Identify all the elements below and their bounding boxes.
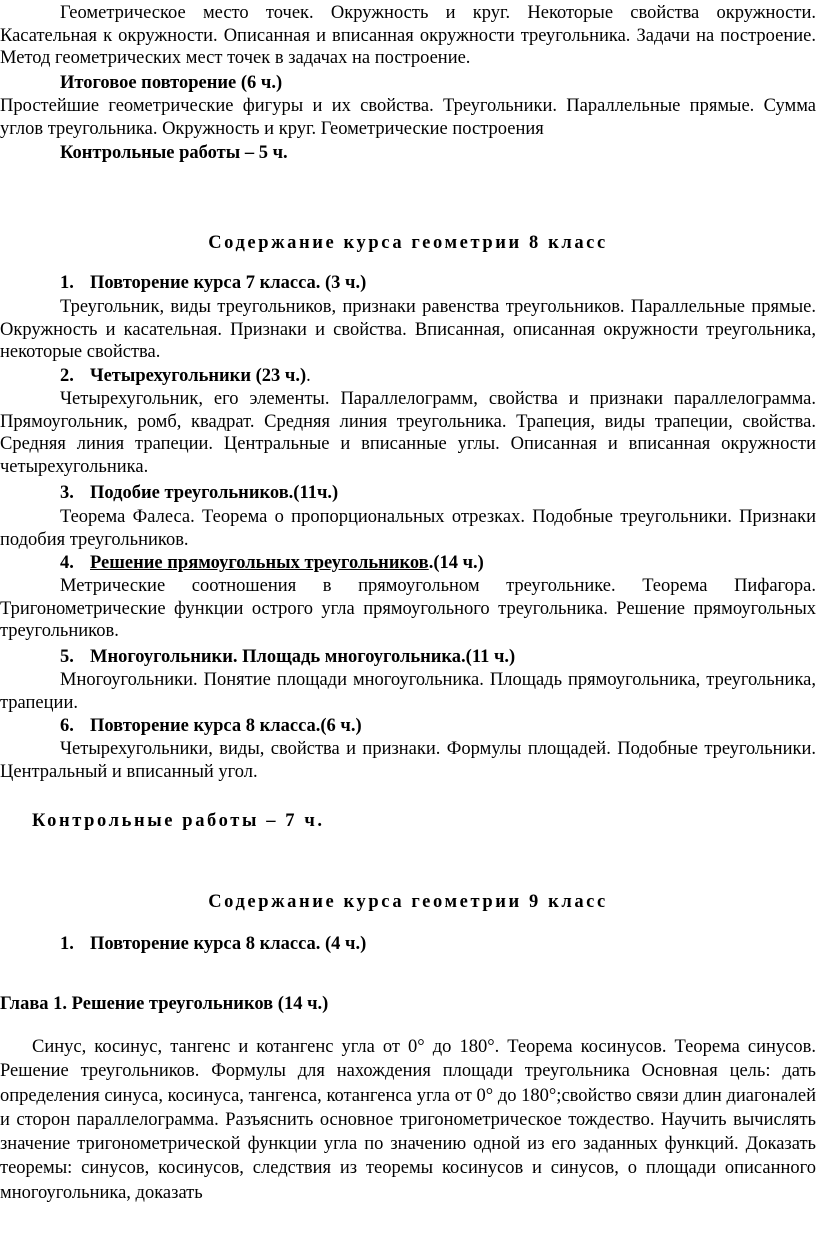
section-heading: Повторение курса 7 класса. (3 ч.) — [90, 273, 367, 293]
grade7-paragraph: Геометрическое место точек. Окружность и круг. Некоторые свойства окружности. Касательная к окружности. Описанная и вписанная окружности треугольника. Задачи на построение. Метод геометрических мест точек в задачах на построение. — [0, 3, 816, 69]
grade7-tests: Контрольные работы – 5 ч. — [60, 143, 288, 163]
section-number: 4. — [60, 553, 74, 573]
section-number: 6. — [60, 716, 74, 736]
grade8-section-3-heading — [0, 482, 816, 505]
grade8-section-3-text: Теорема Фалеса. Теорема о пропорциональных отрезках. Подобные треугольники. Признаки подобия треугольников. — [0, 507, 816, 550]
grade9-title: Содержание курса геометрии 9 класс — [208, 892, 608, 912]
final-review-text: Простейшие геометрические фигуры и их свойства. Треугольники. Параллельные прямые. Сумма углов треугольника. Окружность и круг. Геометрические построения — [0, 96, 816, 139]
grade9-section-1-heading — [0, 933, 816, 956]
grade8-section-6-heading — [0, 715, 816, 738]
grade8-section-5-heading — [0, 646, 816, 669]
section-number: 1. — [60, 273, 74, 293]
section-heading-tail: . — [306, 366, 311, 386]
section-heading: Повторение курса 8 класса.(6 ч.) — [90, 716, 362, 736]
grade8-section-5-text: Многоугольники. Понятие площади многоугольника. Площадь прямоугольника, треугольника, трапеции. — [0, 670, 816, 713]
grade8-section-1-heading — [0, 272, 816, 295]
section-heading: Многоугольники. Площадь многоугольника.(11 ч.) — [90, 647, 516, 667]
grade8-tests: Контрольные работы – 7 ч. — [32, 811, 325, 831]
grade8-title: Содержание курса геометрии 8 класс — [208, 233, 608, 253]
grade9-chapter-1-heading: Глава 1. Решение треугольников (14 ч.) — [0, 994, 329, 1014]
final-review-heading: Итоговое повторение (6 ч.) — [60, 73, 283, 93]
grade8-section-2-text: Четырехугольник, его элементы. Параллелограмм, свойства и признаки параллелограмма. Прямоугольник, ромб, квадрат. Средняя линия треугольника. Трапеция, виды трапеции, свойства. Средняя линия трапеции. Центральные и вписанные углы. Описанная и вписанная окружности четырехугольника. — [0, 389, 816, 478]
grade8-section-1-text: Треугольник, виды треугольников, признаки равенства треугольников. Параллельные прямые. Окружность и касательная. Признаки и свойства. Вписанная, описанная окружности треугольника, некоторые свойства. — [0, 297, 816, 363]
section-heading: Решение прямоугольных треугольников — [90, 553, 429, 573]
section-number: 1. — [60, 934, 74, 954]
section-heading: Подобие треугольников.(11ч.) — [90, 483, 339, 503]
section-heading: Повторение курса 8 класса. (4 ч.) — [90, 934, 367, 954]
grade8-section-6-text: Четырехугольники, виды, свойства и признаки. Формулы площадей. Подобные треугольники. Центральный и вписанный угол. — [0, 739, 816, 782]
section-heading: Четырехугольники (23 ч.) — [90, 366, 307, 386]
grade8-section-2-heading — [0, 365, 816, 388]
section-number: 2. — [60, 366, 74, 386]
grade8-section-4-heading — [0, 552, 816, 575]
section-number: 5. — [60, 647, 74, 667]
section-heading-tail: .(14 ч.) — [428, 553, 484, 573]
grade8-section-4-text: Метрические соотношения в прямоугольном треугольнике. Теорема Пифагора. Тригонометрические функции острого угла прямоугольного треугольника. Решение прямоугольных треугольников. — [0, 576, 816, 642]
section-number: 3. — [60, 483, 74, 503]
grade9-chapter-1-text: Синус, косинус, тангенс и котангенс угла от 0° до 180°. Теорема косинусов. Теорема синусов. Решение треугольников. Формулы для нахождения площади треугольника Основная цель: дать определения синуса, косинуса, тангенса, котангенса угла от 0° до 180°;свойство связи длин диагоналей и сторон параллелограмма. Разъяснить основное тригонометрическое тождество. Научить вычислять значение тригонометрической функции угла по значению одной из его заданных функций. Доказать теоремы: синусов, косинусов, следствия из теоремы косинусов и синусов, о площади описанного многоугольника, доказать — [0, 1037, 816, 1203]
